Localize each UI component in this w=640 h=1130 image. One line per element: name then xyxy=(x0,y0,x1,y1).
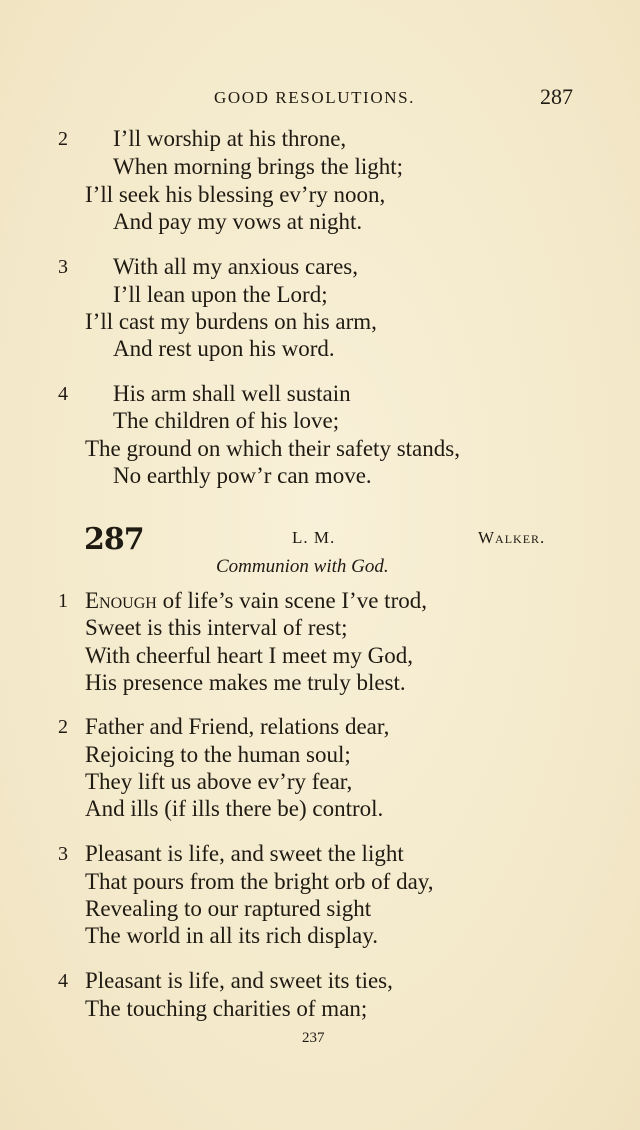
stanza-number: 3 xyxy=(58,256,68,278)
hymn-meter: L. M. xyxy=(292,528,336,547)
stanza-line: And ills (if ills there be) control. xyxy=(85,796,384,821)
stanza-line: I’ll seek his blessing ev’ry noon, xyxy=(85,182,386,207)
stanza-number: 2 xyxy=(58,128,68,150)
stanza-number: 2 xyxy=(58,716,68,738)
stanza-line: They lift us above ev’ry fear, xyxy=(85,769,353,794)
stanza-line: The ground on which their safety stands, xyxy=(85,436,460,461)
stanza-line: And pay my vows at night. xyxy=(113,209,363,234)
running-title: GOOD RESOLUTIONS. xyxy=(214,88,415,107)
stanza-number: 4 xyxy=(58,970,68,992)
stanza-line: Pleasant is life, and sweet its ties, xyxy=(85,968,393,993)
hymn-subtitle: Communion with God. xyxy=(216,556,389,577)
hymn-tune: Walker. xyxy=(478,528,546,547)
stanza-line: His arm shall well sustain xyxy=(113,381,351,406)
stanza-number: 4 xyxy=(58,383,68,405)
stanza-line-rest: of life’s vain scene I’ve trod, xyxy=(156,588,427,613)
signature-number: 237 xyxy=(302,1030,325,1046)
stanza-line: That pours from the bright orb of day, xyxy=(85,869,434,894)
stanza-line: Revealing to our raptured sight xyxy=(85,896,372,921)
stanza-line: The touching charities of man; xyxy=(85,996,368,1021)
stanza-line: I’ll worship at his throne, xyxy=(113,126,347,151)
stanza-number: 3 xyxy=(58,843,68,865)
stanza-line: Sweet is this interval of rest; xyxy=(85,615,348,640)
stanza-line: With cheerful heart I meet my God, xyxy=(85,643,413,668)
stanza-line: I’ll cast my burdens on his arm, xyxy=(85,309,377,334)
stanza-line: The children of his love; xyxy=(113,408,340,433)
first-word: Enough xyxy=(85,588,157,613)
stanza-line: Father and Friend, relations dear, xyxy=(85,714,390,739)
stanza-line: When morning brings the light; xyxy=(113,154,404,179)
stanza-line: No earthly pow’r can move. xyxy=(113,463,372,488)
stanza-line xyxy=(85,587,427,614)
stanza-line: His presence makes me truly blest. xyxy=(85,670,406,695)
stanza-line: Pleasant is life, and sweet the light xyxy=(85,841,404,866)
hymn-header xyxy=(0,522,640,556)
page-number: 287 xyxy=(540,84,573,109)
stanza-line: With all my anxious cares, xyxy=(113,254,358,279)
stanza-line: And rest upon his word. xyxy=(113,336,335,361)
running-head xyxy=(0,84,640,110)
stanza-number: 1 xyxy=(58,590,68,612)
stanza-line: Rejoicing to the human soul; xyxy=(85,742,351,767)
stanza-line: I’ll lean upon the Lord; xyxy=(113,282,328,307)
stanza-line: The world in all its rich display. xyxy=(85,923,378,948)
hymn-number: 287 xyxy=(84,522,144,557)
